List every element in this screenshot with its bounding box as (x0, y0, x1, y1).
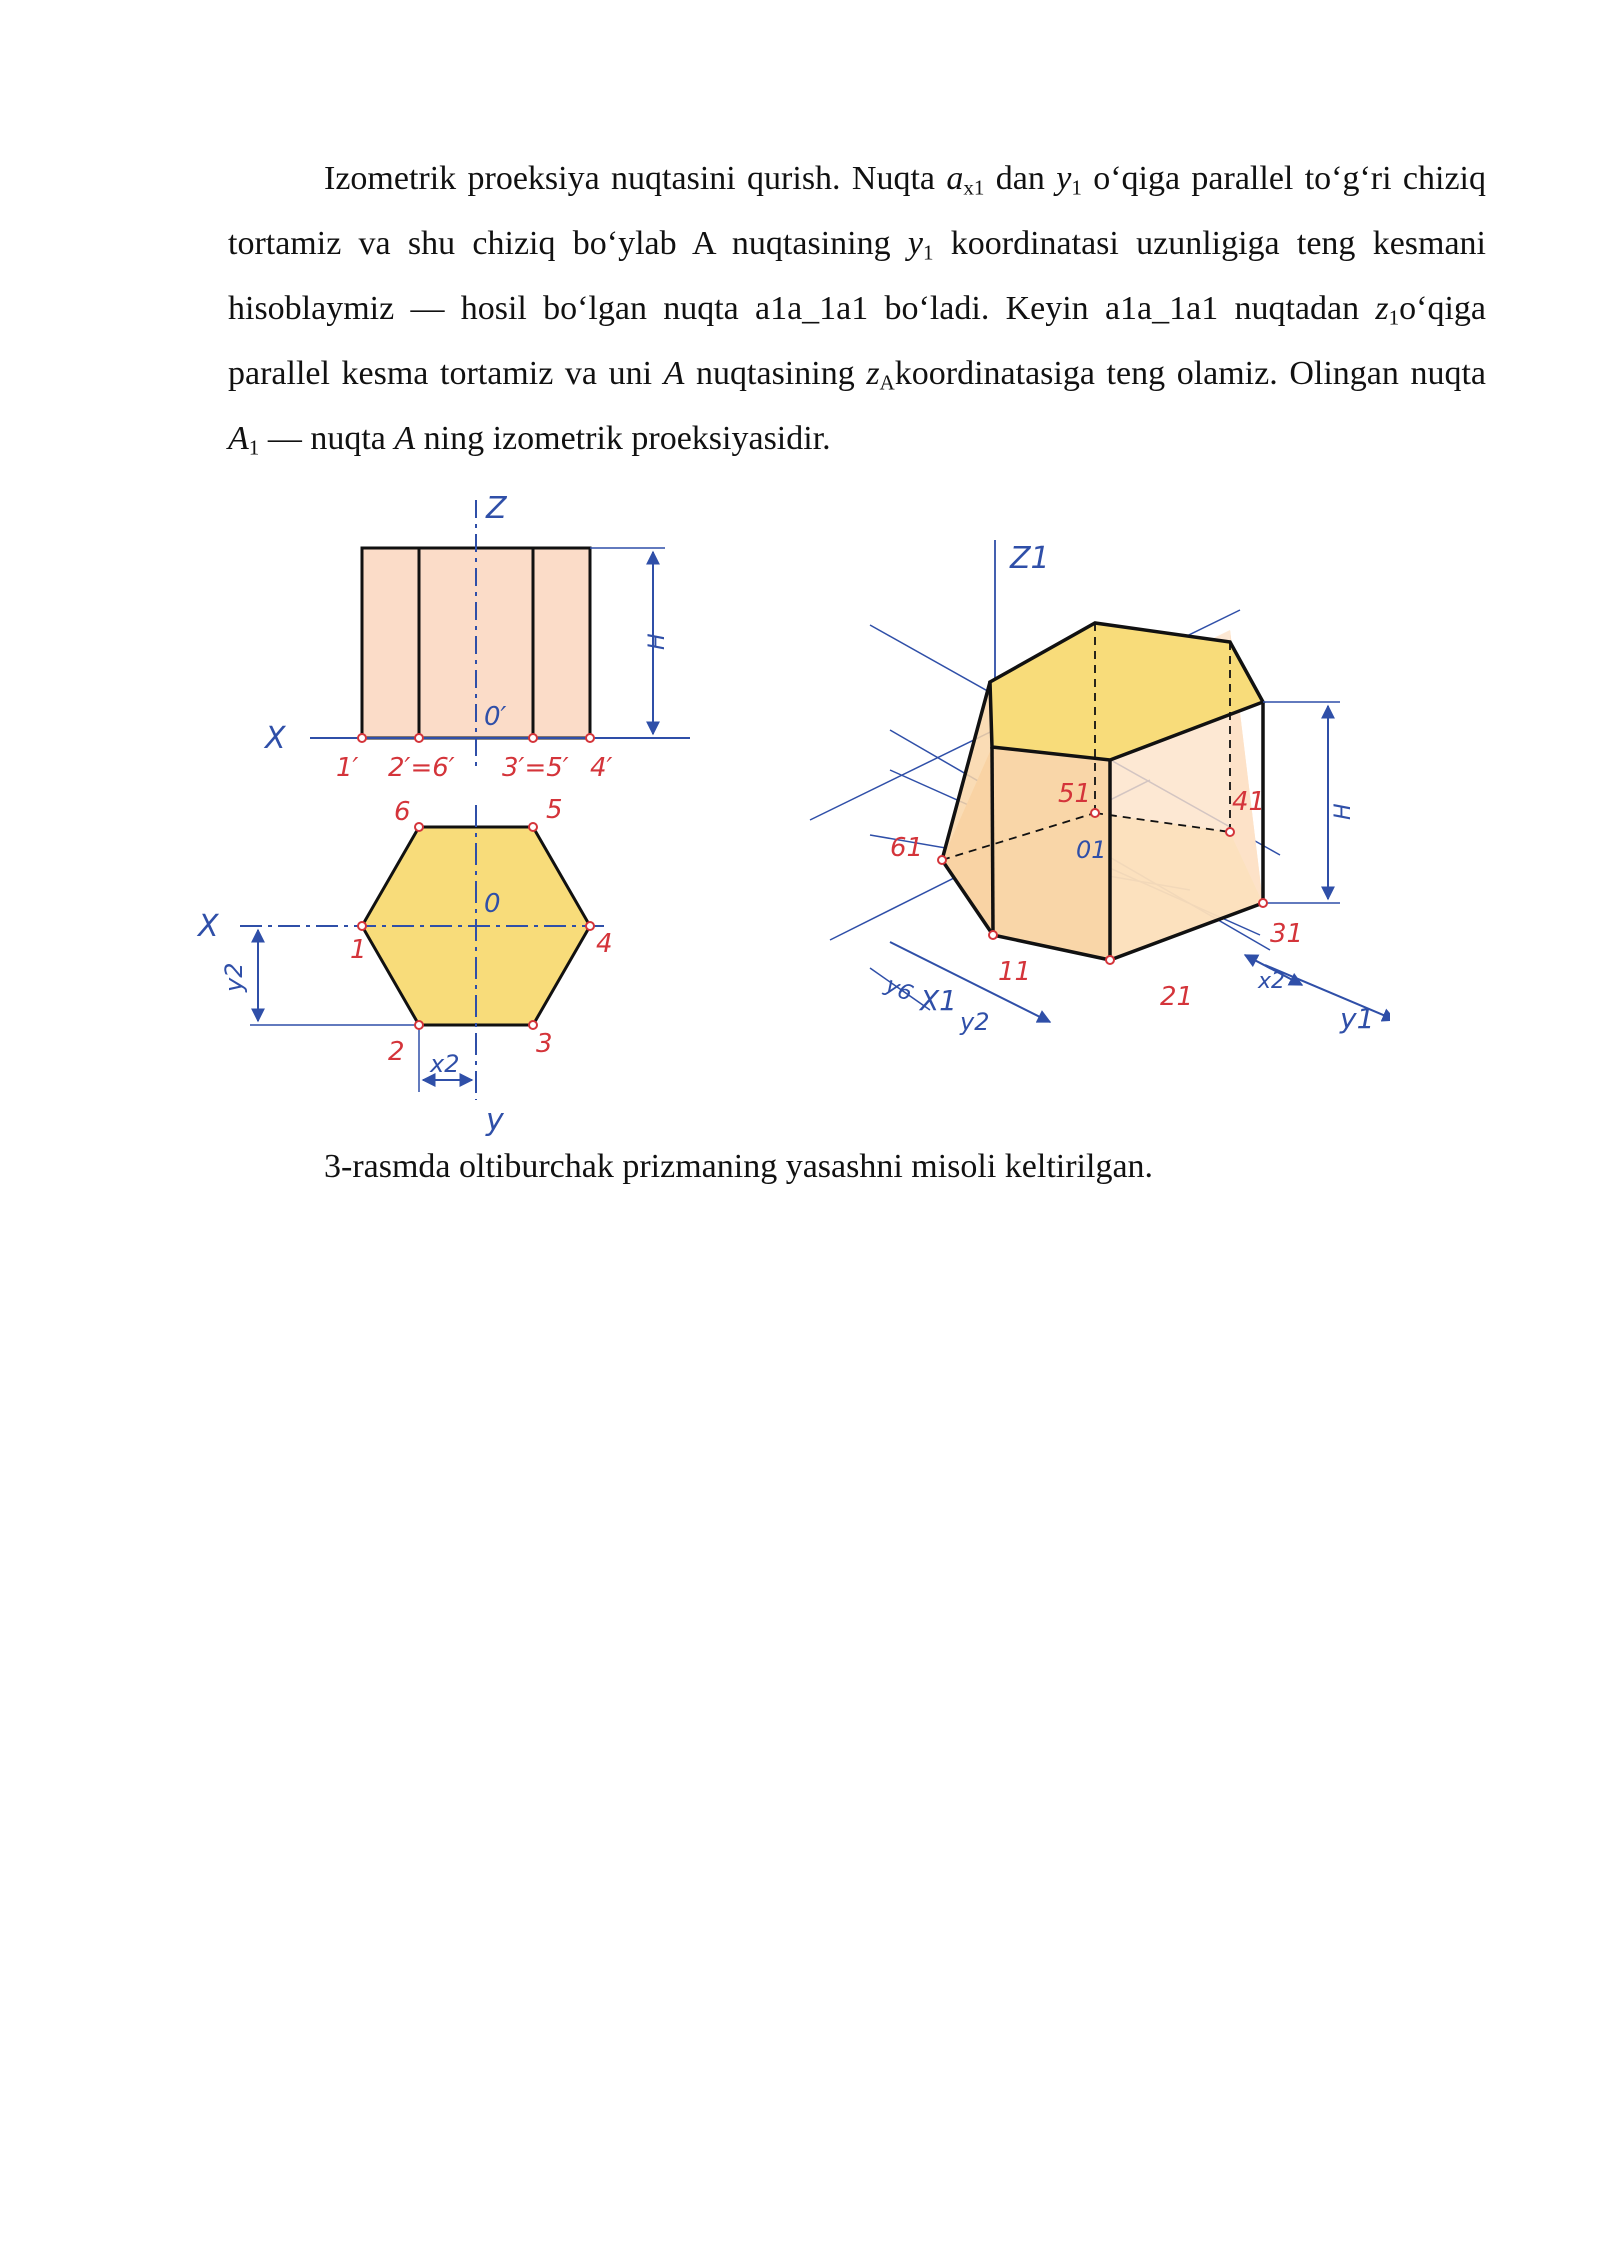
point-label: 51 (1058, 779, 1092, 809)
dimension-label-y2: y2 (960, 1008, 990, 1036)
axis-label-x1: X1 (920, 984, 957, 1017)
text-run: nuqtasining (684, 355, 867, 392)
front-view (263, 491, 690, 783)
height-label: H (645, 633, 670, 650)
prism-figure (190, 480, 1390, 1140)
axis-label-y1: y1 (1340, 1002, 1375, 1035)
math-z1 (1375, 290, 1400, 330)
math-subscript: 1 (248, 435, 260, 460)
height-label: H (1331, 803, 1356, 820)
axis-label-x: X (265, 721, 286, 756)
point-label: 3′=5′ (502, 753, 569, 783)
origin-label: 0′ (484, 702, 507, 732)
math-subscript: 1 (922, 240, 934, 265)
point-label: 5 (546, 795, 563, 825)
math-y1 (907, 225, 934, 265)
point-marker (989, 931, 997, 939)
text-run: ning izometrik proeksiyasidir. (415, 420, 831, 457)
math-subscript: A (879, 370, 895, 395)
point-label: 1 (350, 935, 367, 965)
math-subscript: x1 (963, 175, 985, 200)
origin-label: 01 (1076, 836, 1107, 864)
point-marker (586, 734, 594, 742)
text-run: koordinatasiga teng olamiz. Olingan nuqta (894, 355, 1486, 392)
point-marker (938, 856, 946, 864)
point-marker (529, 823, 537, 831)
math-zA (866, 355, 895, 395)
point-marker (586, 922, 594, 930)
dimension-label-y2: y2 (220, 962, 248, 992)
origin-label: 0 (484, 889, 501, 919)
point-marker (415, 823, 423, 831)
text-run: o‘qiga parallel to‘g‘ri chiziq tortamiz va shu chiziq bo‘ylab A nuqtasining (228, 160, 1486, 262)
text-run: Izometrik proeksiya nuqtasini qurish. Nuqta (324, 160, 947, 197)
point-label: 4 (596, 929, 613, 959)
point-marker (1106, 956, 1114, 964)
isometric-view (810, 540, 1390, 1036)
axis-label-y: y (486, 1103, 504, 1138)
math-y1 (1056, 160, 1082, 200)
axis-label-z: Z (486, 491, 507, 526)
point-label: 11 (998, 957, 1032, 987)
math-A: A (663, 355, 685, 392)
point-marker (415, 1021, 423, 1029)
text-run: — nuqta (259, 420, 395, 457)
point-marker (358, 734, 366, 742)
dimension-label-x2: x2 (1258, 969, 1286, 994)
math-base: a (946, 160, 964, 197)
point-marker (529, 734, 537, 742)
point-marker (358, 922, 366, 930)
visible-edge (992, 747, 993, 935)
point-marker (1259, 899, 1267, 907)
point-label: 1′ (336, 753, 359, 783)
top-view (196, 795, 613, 1138)
dimension-label-x2: x2 (430, 1050, 460, 1078)
axis-label-x: X (198, 909, 219, 944)
text-run: dan (984, 160, 1057, 197)
point-label: 61 (890, 833, 924, 863)
point-label: 41 (1232, 787, 1266, 817)
point-label: 21 (1160, 982, 1194, 1012)
point-marker (1226, 828, 1234, 836)
axis-label-z1: Z1 (1010, 541, 1050, 576)
point-label: 31 (1270, 919, 1304, 949)
math-base: z (866, 355, 880, 392)
figure-caption: 3-rasmda oltiburchak prizmaning yasashni misoli keltirilgan. (324, 1148, 1154, 1185)
math-A: A (394, 420, 416, 457)
point-marker (529, 1021, 537, 1029)
math-base: A (228, 420, 249, 457)
point-marker (1091, 809, 1099, 817)
math-subscript: 1 (1388, 305, 1400, 330)
math-ax1 (946, 160, 985, 200)
dimension-label-y6: y6 (881, 972, 917, 1007)
point-label: 2′=6′ (388, 753, 455, 783)
math-subscript: 1 (1071, 175, 1082, 200)
math-base: y (907, 225, 923, 262)
math-base: z (1375, 290, 1389, 327)
point-label: 4′ (590, 753, 613, 783)
point-marker (415, 734, 423, 742)
point-label: 6 (394, 797, 411, 827)
text-run: koordinatasi uzunligiga teng kesmani hisoblaymiz — hosil bo‘lgan nuqta a1a_1a1 bo‘ladi. Keyin a1a_1a1 nuqtadan (228, 225, 1486, 327)
math-A1 (228, 420, 260, 460)
body-paragraph (228, 146, 1486, 471)
point-label: 3 (536, 1029, 553, 1059)
point-label: 2 (388, 1037, 405, 1067)
math-base: y (1056, 160, 1072, 197)
text-run: o‘qiga parallel kesma tortamiz va uni (228, 290, 1486, 392)
